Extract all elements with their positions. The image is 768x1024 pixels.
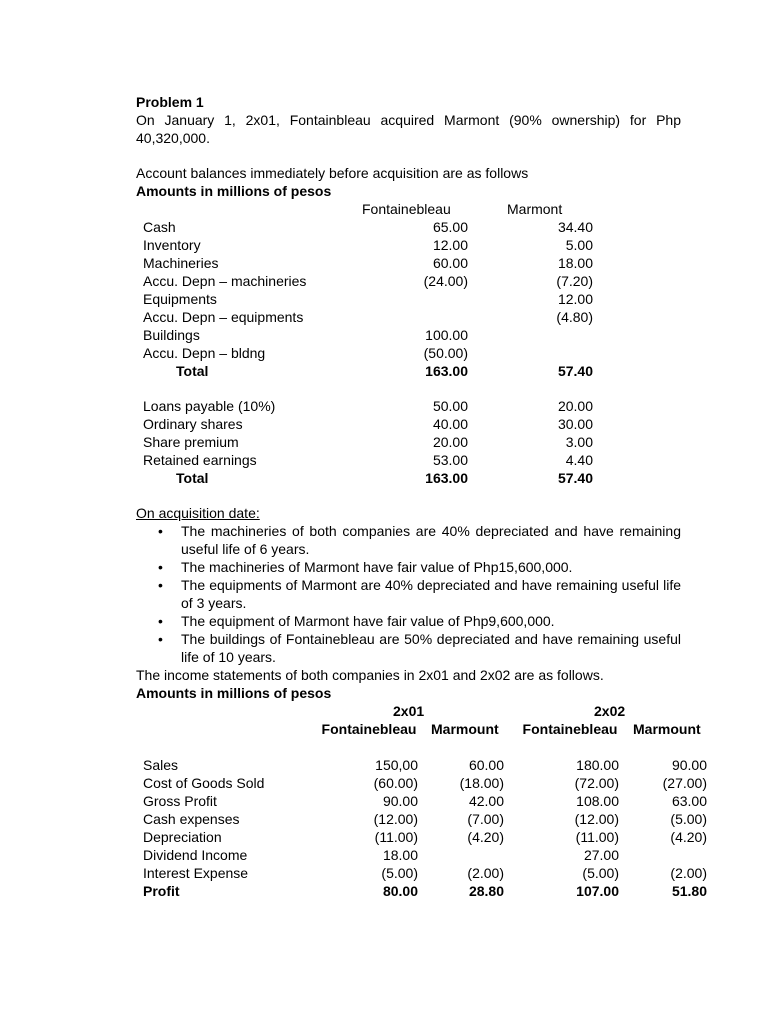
year-2x02: 2x02 xyxy=(594,703,626,719)
income-row xyxy=(136,864,707,882)
bullet-icon: • xyxy=(158,631,163,647)
income-value: 180.00 xyxy=(576,757,619,773)
income-row xyxy=(136,828,707,846)
income-value: (12.00) xyxy=(373,811,418,827)
income-value: 90.00 xyxy=(382,793,418,809)
row-label: Dividend Income xyxy=(143,847,248,863)
row-label: Loans payable (10%) xyxy=(143,398,276,414)
row-label: Ordinary shares xyxy=(143,416,243,432)
income-amounts-heading: Amounts in millions of pesos xyxy=(136,685,332,701)
row-label: Machineries xyxy=(143,255,219,271)
income-value: (2.00) xyxy=(670,865,707,881)
assets-row xyxy=(136,272,681,290)
row-label: Share premium xyxy=(143,434,239,450)
income-value: (4.20) xyxy=(467,829,504,845)
row-label: Cost of Goods Sold xyxy=(143,775,265,791)
document-page xyxy=(136,93,707,900)
row-label: Gross Profit xyxy=(143,793,217,809)
income-company-header xyxy=(136,720,701,756)
column-header-fontainebleau-2x02: Fontainebleau xyxy=(522,721,618,737)
assets-total-row: Total 163.00 57.40 xyxy=(176,363,593,379)
problem-title: Problem 1 xyxy=(136,94,204,110)
income-value: 42.00 xyxy=(468,793,504,809)
fontainebleau-value: 65.00 xyxy=(432,219,468,235)
column-header-marmount-2x01: Marmount xyxy=(431,721,499,737)
fontainebleau-value: (50.00) xyxy=(423,345,468,361)
bullet-text: The buildings of Fontainebleau are 50% depreciated and have remaining useful life of 10 years. xyxy=(181,631,681,665)
balance-sheet-table xyxy=(136,200,681,487)
income-value: 63.00 xyxy=(671,793,707,809)
bullet-icon: • xyxy=(158,613,163,629)
fontainebleau-value: 100.00 xyxy=(425,327,468,343)
acquisition-heading: On acquisition date: xyxy=(136,505,260,521)
income-value: (5.00) xyxy=(582,865,619,881)
marmont-value: (4.80) xyxy=(556,309,593,325)
fontainebleau-value: 40.00 xyxy=(432,416,468,432)
balance-sheet-header xyxy=(136,200,681,218)
marmont-value: 34.40 xyxy=(557,219,593,235)
income-value: (18.00) xyxy=(459,775,504,791)
intro-paragraph: On January 1, 2x01, Fontainbleau acquired Marmont (90% ownership) for Php 40,320,000. xyxy=(136,112,681,146)
column-header-fontainebleau: Fontainebleau xyxy=(362,201,451,217)
assets-row xyxy=(136,308,681,326)
income-row xyxy=(136,846,681,864)
income-row xyxy=(136,774,707,792)
bullet-icon: • xyxy=(158,523,163,539)
income-value: 60.00 xyxy=(468,757,504,773)
bullet-item xyxy=(136,630,681,666)
marmont-value: 18.00 xyxy=(557,255,593,271)
equity-row xyxy=(136,451,681,469)
income-value: (4.20) xyxy=(670,829,707,845)
equity-row xyxy=(136,433,681,451)
column-header-marmount-2x02: Marmount xyxy=(633,721,701,737)
row-label: Accu. Depn – equipments xyxy=(143,309,304,325)
column-header-fontainebleau-2x01: Fontainebleau xyxy=(321,721,417,737)
bullet-icon: • xyxy=(158,577,163,593)
row-label: Interest Expense xyxy=(143,865,249,881)
bullet-text: The machineries of both companies are 40% depreciated and have remaining useful life of 6 years. xyxy=(181,523,681,557)
bullet-text: The equipments of Marmont are 40% depreciated and have remaining useful life of 3 years. xyxy=(181,577,681,611)
income-value: (5.00) xyxy=(670,811,707,827)
income-value: (12.00) xyxy=(574,811,619,827)
acquisition-bullet-list xyxy=(136,522,681,666)
marmont-value: 20.00 xyxy=(557,398,593,414)
income-intro: The income statements of both companies in 2x01 and 2x02 are as follows. xyxy=(136,667,604,683)
profit-row: Profit 80.00 28.80 107.00 51.80 xyxy=(143,883,707,899)
income-value: 27.00 xyxy=(583,847,619,863)
amounts-heading: Amounts in millions of pesos xyxy=(136,183,332,199)
bullet-icon: • xyxy=(158,559,163,575)
bullet-item xyxy=(136,558,681,576)
row-label: Equipments xyxy=(143,291,217,307)
assets-row xyxy=(136,344,681,362)
income-value: 150,00 xyxy=(375,757,418,773)
row-label: Inventory xyxy=(143,237,201,253)
marmont-value: 12.00 xyxy=(557,291,593,307)
year-2x01: 2x01 xyxy=(393,703,425,719)
equity-row xyxy=(136,415,681,433)
bullet-item xyxy=(136,522,681,558)
bullet-text: The machineries of Marmont have fair value of Php15,600,000. xyxy=(181,559,573,575)
assets-row xyxy=(136,326,681,344)
bullet-item xyxy=(136,576,681,612)
marmont-value: (7.20) xyxy=(556,273,593,289)
income-value: 90.00 xyxy=(671,757,707,773)
bullet-item xyxy=(136,612,681,630)
fontainebleau-value: (24.00) xyxy=(423,273,468,289)
fontainebleau-value: 53.00 xyxy=(432,452,468,468)
marmont-value: 4.40 xyxy=(565,452,593,468)
assets-row xyxy=(136,254,681,272)
row-label: Buildings xyxy=(143,327,200,343)
row-label: Cash expenses xyxy=(143,811,240,827)
marmont-value: 3.00 xyxy=(565,434,593,450)
row-label: Accu. Depn – machineries xyxy=(143,273,307,289)
row-label: Cash xyxy=(143,219,176,235)
income-value: (72.00) xyxy=(574,775,619,791)
row-label: Retained earnings xyxy=(143,452,257,468)
income-value: (2.00) xyxy=(467,865,504,881)
row-label: Depreciation xyxy=(143,829,222,845)
equity-row xyxy=(136,397,681,415)
income-year-header xyxy=(136,702,681,720)
income-value: (11.00) xyxy=(374,829,418,845)
marmont-value: 5.00 xyxy=(565,237,593,253)
bullet-text: The equipment of Marmont have fair value of Php9,600,000. xyxy=(181,613,555,629)
income-statement-table xyxy=(136,702,707,900)
assets-row xyxy=(136,236,681,254)
fontainebleau-value: 50.00 xyxy=(432,398,468,414)
marmont-value: 30.00 xyxy=(557,416,593,432)
row-label: Sales xyxy=(143,757,179,773)
income-value: 108.00 xyxy=(576,793,619,809)
income-value: 18.00 xyxy=(382,847,418,863)
fontainebleau-value: 20.00 xyxy=(432,434,468,450)
income-row xyxy=(136,810,707,828)
income-row xyxy=(136,756,707,774)
income-value: (7.00) xyxy=(467,811,504,827)
equity-total-row: Total 163.00 57.40 xyxy=(176,470,593,486)
income-value: (60.00) xyxy=(373,775,418,791)
row-label: Accu. Depn – bldng xyxy=(143,345,266,361)
income-value: (11.00) xyxy=(575,829,619,845)
assets-row xyxy=(136,218,681,236)
income-value: (5.00) xyxy=(381,865,418,881)
income-value: (27.00) xyxy=(662,775,707,791)
balances-intro: Account balances immediately before acquisition are as follows xyxy=(136,165,529,181)
fontainebleau-value: 60.00 xyxy=(432,255,468,271)
column-header-marmont: Marmont xyxy=(507,201,563,217)
income-row xyxy=(136,792,707,810)
fontainebleau-value: 12.00 xyxy=(432,237,468,253)
assets-row xyxy=(136,290,681,308)
